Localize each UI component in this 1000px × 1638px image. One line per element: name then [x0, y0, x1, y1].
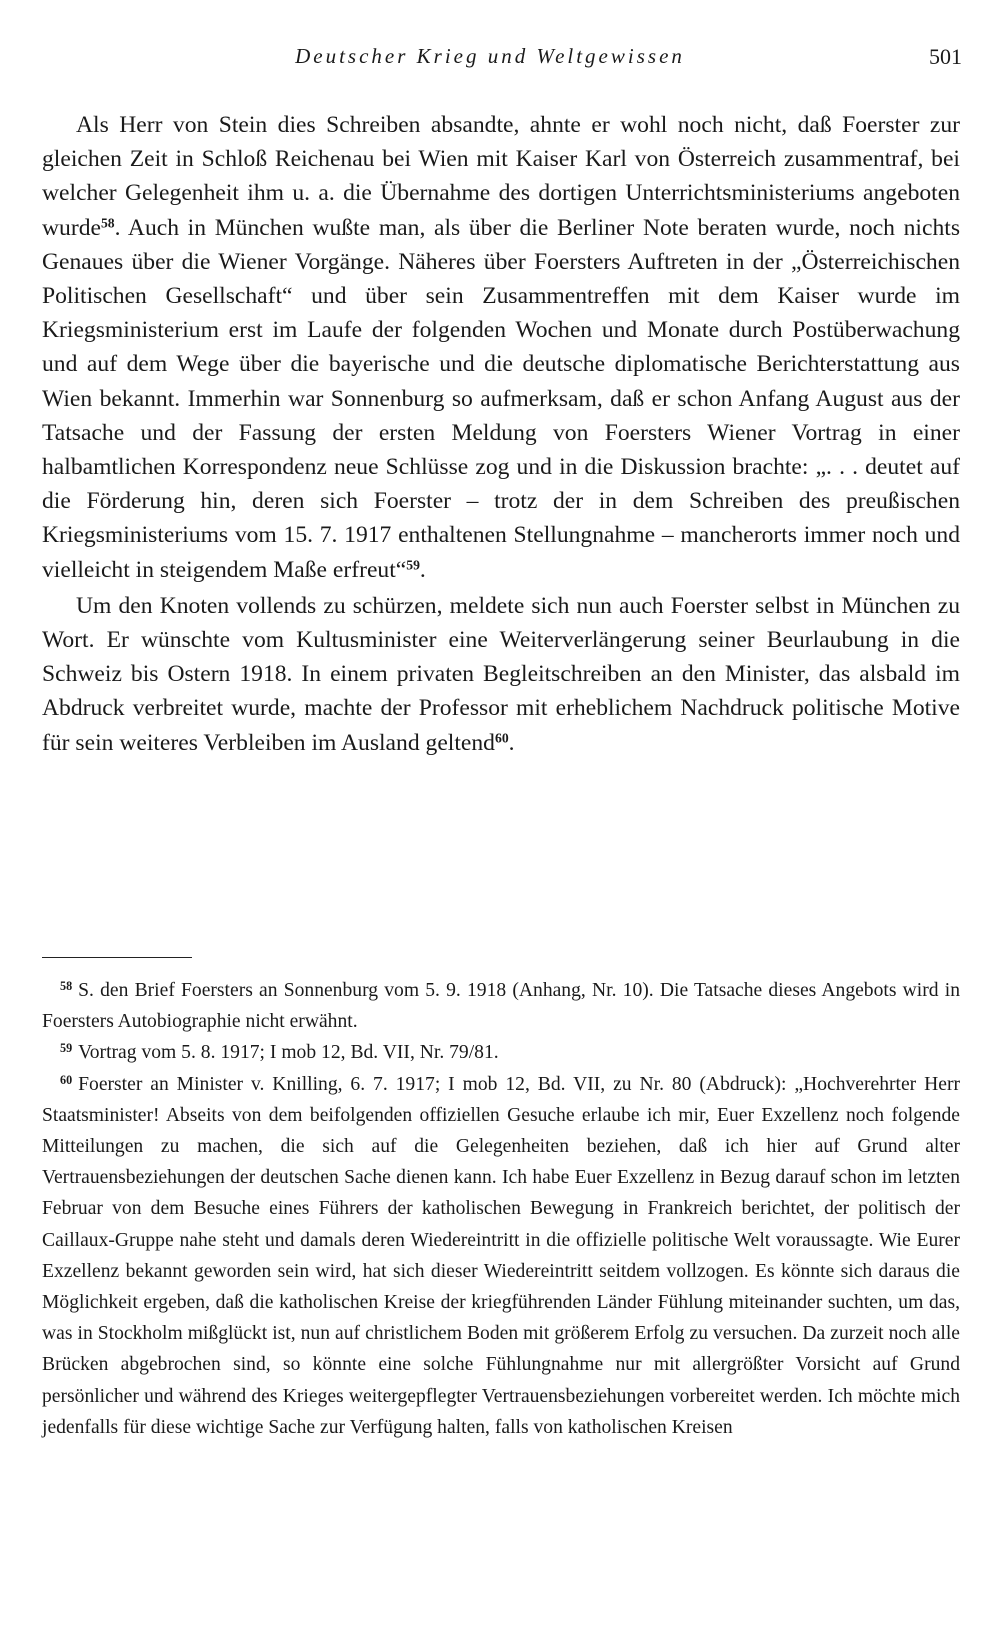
footnote-ref-58: 58: [100, 215, 115, 231]
paragraph-1-text-c: .: [419, 556, 426, 583]
paragraph-1: [42, 108, 960, 587]
paragraph-1-text-a: Als Herr von Stein dies Schreiben absandte, ahnte er wohl noch nicht, daß Foerster zur gleichen Zeit in Schloß Reichenau bei Wien mit Kaiser Karl von Österreich zusammentraf, bei welcher Gelegenheit ihm u. a. die Übernahme des dortigen Unterrichtsministeriums angeboten wurde: [42, 112, 960, 241]
page-number: 501: [929, 44, 962, 69]
footnote-59: [42, 1037, 960, 1068]
paragraph-1-text-b: . Auch in München wußte man, als über die Berliner Note beraten wurde, noch nichts Genaues über die Wiener Vorgänge. Näheres über Foersters Auftreten in der „Österreichischen Politischen Gesellschaft“ und über sein Zusammentreffen mit dem Kaiser wurde im Kriegsministerium erst im Laufe der folgenden Wochen und Monate durch Postüberwachung und auf dem Wege über die bayerische und die deutsche diplomatische Berichterstattung aus Wien bekannt. Immerhin war Sonnenburg so aufmerksam, daß er schon Anfang August aus der Tatsache und der Fassung der ersten Meldung von Foersters Wiener Vortrag in einer halbamtlichen Korrespondenz neue Schlüsse zog und in die Diskussion brachte: „. . . deutet auf die Förderung hin, deren sich Foerster – trotz der in dem Schreiben des preußischen Kriegsministeriums vom 15. 7. 1917 enthaltenen Stellungnahme – mancherorts immer noch und vielleicht in steigendem Maße erfreut“: [42, 214, 960, 583]
footnote-text: Vortrag vom 5. 8. 1917; I mob 12, Bd. VII, Nr. 79/81.: [78, 1042, 499, 1064]
footnote-number: 60: [60, 1072, 73, 1087]
footnote-58: [42, 975, 960, 1037]
paragraph-2: [42, 589, 960, 760]
running-head: [0, 44, 1000, 84]
footnote-ref-60: 60: [494, 730, 509, 746]
paragraph-2-text-a: Um den Knoten vollends zu schürzen, meldete sich nun auch Foerster selbst in München zu Wort. Er wünschte vom Kultusminister eine Weiterverlängerung seiner Beurlaubung in die Schweiz bis Ostern 1918. In einem privaten Begleitschreiben an den Minister, das alsbald im Abdruck verbreitet wurde, machte der Professor mit erheblichem Nachdruck politische Motive für sein weiteres Verbleiben im Ausland geltend: [42, 592, 960, 756]
running-title: Deutscher Krieg und Weltgewissen: [295, 44, 685, 68]
footnote-number: 58: [60, 978, 73, 993]
footnote-number: 59: [60, 1041, 73, 1056]
footnotes: [42, 975, 960, 1443]
footnote-60: [42, 1069, 960, 1443]
footnote-text: S. den Brief Foersters an Sonnenburg vom 5. 9. 1918 (Anhang, Nr. 10). Die Tatsache dieses Angebots wird in Foersters Autobiographie nicht erwähnt.: [42, 980, 960, 1033]
footnote-ref-59: 59: [406, 557, 420, 573]
footnote-text: Foerster an Minister v. Knilling, 6. 7. 1917; I mob 12, Bd. VII, zu Nr. 80 (Abdruck): „Hochverehrter Herr Staatsminister! Abseits von dem beifolgenden offiziellen Gesuche erlaube ich mir, Euer Exzellenz noch folgende Mitteilungen zu machen, die sich auf die Gelegenheiten beziehen, daß ich hier auf Grund alter Vertrauensbeziehungen der deutschen Sache dienen kann. Ich habe Euer Exzellenz in Bezug darauf schon im letzten Februar von dem Besuche eines Führers der katholischen Bewegung in Frankreich berichtet, der politisch der Caillaux-Gruppe nahe steht und damals deren Wiedereintritt in die offizielle politische Welt voraussagte. Wie Eurer Exzellenz bekannt geworden sein wird, hat sich dieser Wiedereintritt seitdem vollzogen. Es könnte sich daraus die Möglichkeit ergeben, daß die katholischen Kreise der kriegführenden Länder Fühlung miteinander suchten, um das, was in Stockholm mißglückt ist, nun auf christlichem Boden mit größerem Erfolg zu versuchen. Da zurzeit noch alle Brücken abgebrochen sind, so könnte eine solche Fühlungnahme nur mit allergrößter Vorsicht auf Grund persönlicher und während des Krieges weitergepflegter Vertrauensbeziehungen vorbereitet werden. Ich möchte mich jedenfalls für diese wichtige Sache zur Verfügung halten, falls von katholischen Kreisen: [42, 1073, 960, 1438]
main-text: [42, 108, 960, 760]
paragraph-2-text-b: .: [508, 729, 515, 756]
footnote-separator: [42, 957, 192, 958]
